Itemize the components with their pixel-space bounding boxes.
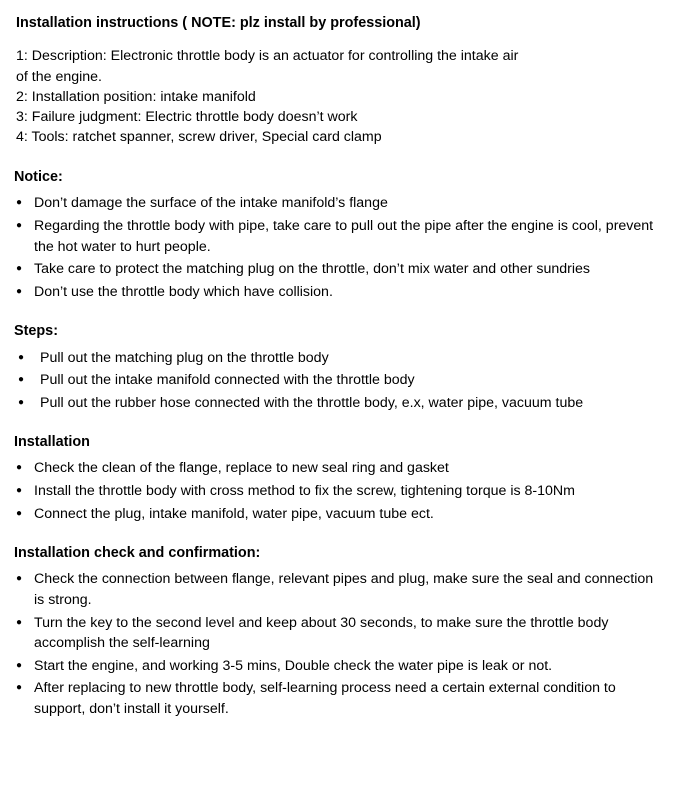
section-notice: [12, 167, 661, 302]
list-item: ● Don’t damage the surface of the intake manifold’s flange: [12, 193, 661, 214]
section-heading: Installation: [14, 434, 90, 451]
list-item: ● Check the clean of the flange, replace to new seal ring and gasket: [12, 458, 661, 479]
list-item: ● Pull out the intake manifold connected with the throttle body: [12, 370, 661, 391]
section-heading: Steps:: [14, 323, 58, 340]
list-item: ● Install the throttle body with cross method to fix the screw, tightening torque is 8-10Nm: [12, 481, 661, 502]
section-installation-check: [12, 543, 661, 719]
list-item: ● Connect the plug, intake manifold, water pipe, vacuum tube ect.: [12, 504, 661, 525]
section-heading: Installation check and confirmation:: [14, 545, 261, 562]
list-item: ● Turn the key to the second level and keep about 30 seconds, to make sure the throttle body accomplish the self-learning: [12, 613, 661, 654]
bullet-list: [12, 458, 661, 524]
list-item: ● Take care to protect the matching plug on the throttle, don’t mix water and other sundries: [12, 259, 661, 280]
bullet-list: [12, 193, 661, 302]
section-heading: Notice:: [14, 169, 63, 186]
list-item: ● Regarding the throttle body with pipe, take care to pull out the pipe after the engine is cool, prevent the hot water to hurt people.: [12, 216, 661, 257]
intro-line: 4: Tools: ratchet spanner, screw driver, Special card clamp: [16, 129, 382, 146]
intro-block: [14, 46, 661, 147]
intro-line: 1: Description: Electronic throttle body is an actuator for controlling the intake air: [16, 48, 519, 65]
list-item: ● After replacing to new throttle body, self-learning process need a certain external condition to support, don’t install it yourself.: [12, 678, 661, 719]
list-item: ● Don’t use the throttle body which have collision.: [12, 282, 661, 303]
intro-line: of the engine.: [16, 68, 102, 85]
bullet-list: [12, 569, 661, 719]
list-item: ● Check the connection between flange, relevant pipes and plug, make sure the seal and connection is strong.: [12, 569, 661, 610]
list-item: ● Pull out the rubber hose connected with the throttle body, e.x, water pipe, vacuum tube: [12, 393, 661, 414]
intro-line: 2: Installation position: intake manifold: [16, 88, 256, 105]
section-steps: [12, 321, 661, 413]
list-item: ● Start the engine, and working 3-5 mins, Double check the water pipe is leak or not.: [12, 656, 661, 677]
intro-line: 3: Failure judgment: Electric throttle body doesn’t work: [16, 108, 358, 125]
bullet-list: [12, 348, 661, 414]
page-title: Installation instructions ( NOTE: plz install by professional): [16, 15, 421, 31]
section-installation: [12, 432, 661, 524]
list-item: ● Pull out the matching plug on the throttle body: [12, 348, 661, 369]
